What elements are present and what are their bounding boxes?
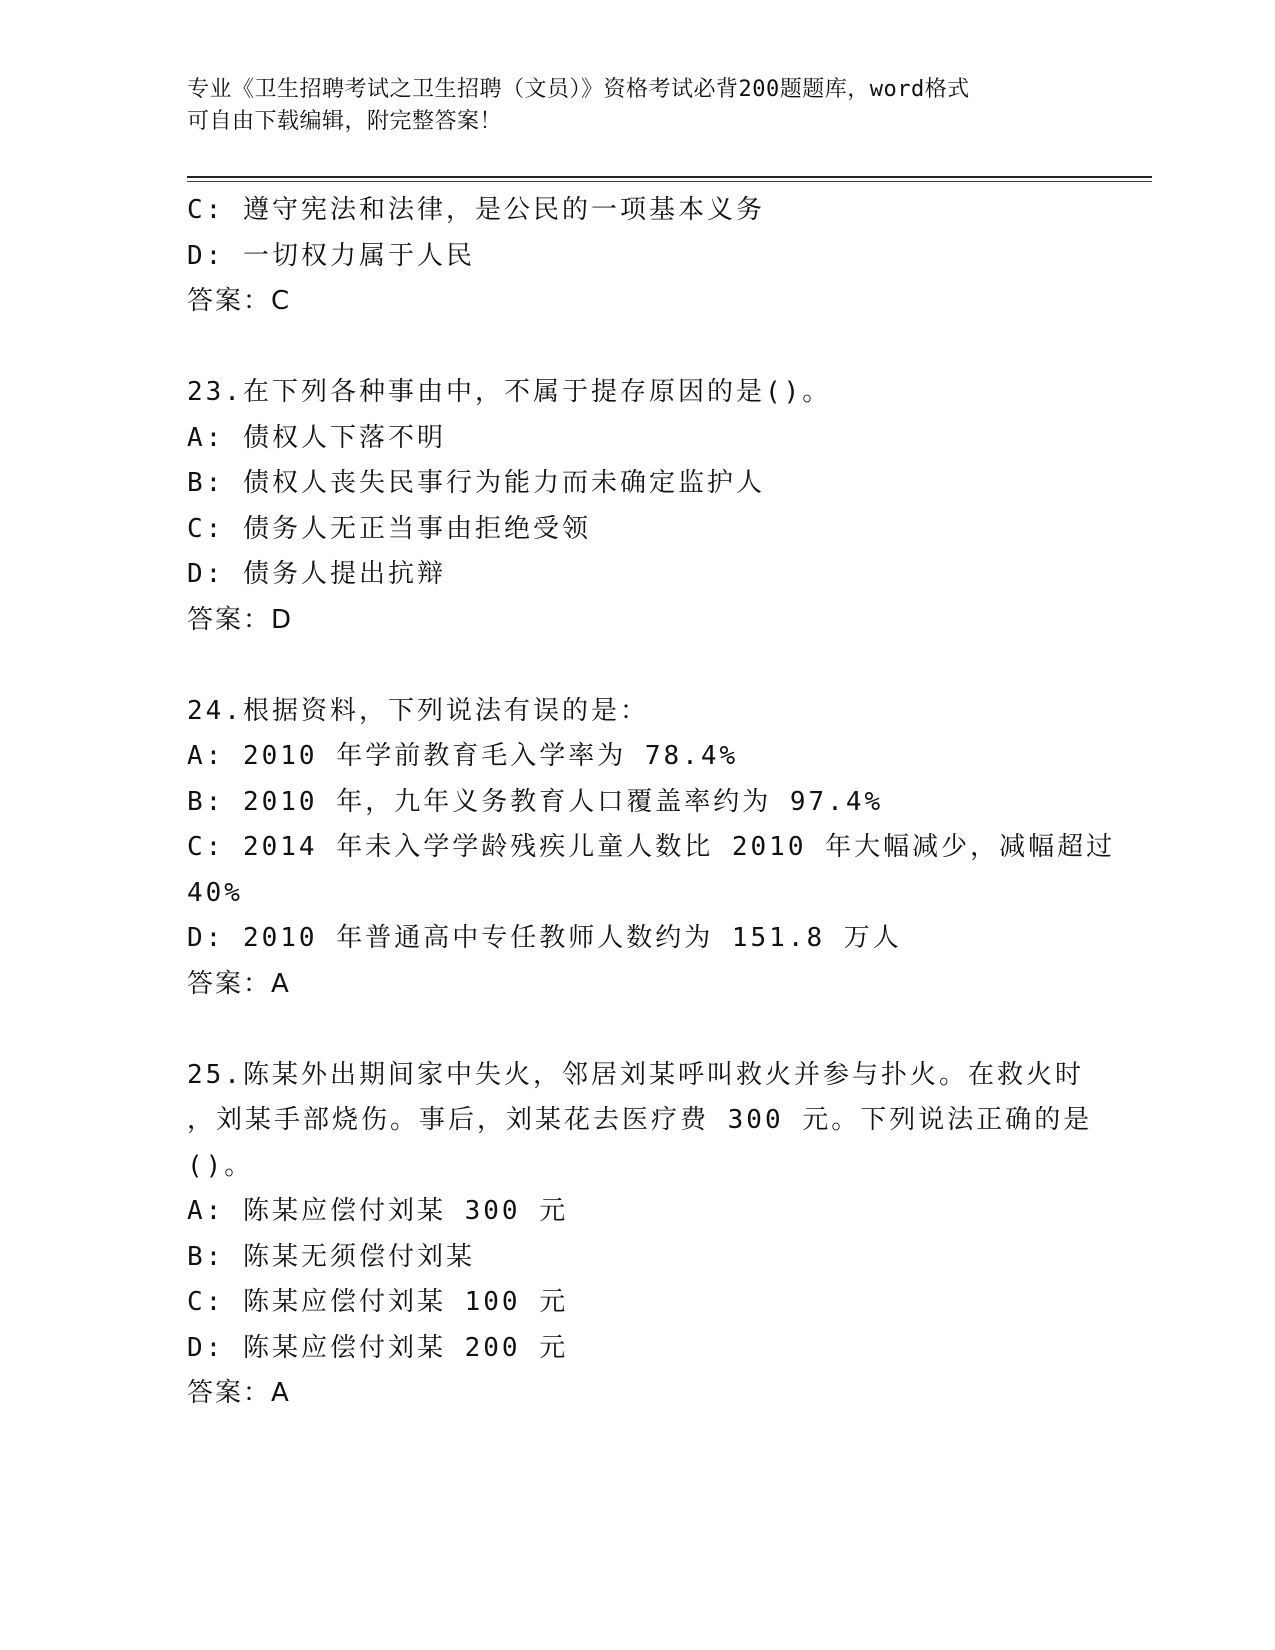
option-c: C: 2014 年未入学学龄残疾儿童人数比 2010 年大幅减少，减幅超过 (187, 832, 1116, 862)
spacer (187, 1007, 1087, 1053)
option-b: B: 陈某无须偿付刘某 (187, 1241, 475, 1272)
header-line-2: 可自由下载编辑，附完整答案！ (187, 109, 503, 134)
answer-line: 答案：C (187, 286, 292, 316)
question-text: 24.根据资料，下列说法有误的是： (187, 695, 649, 726)
option-b: B: 债权人丧失民事行为能力而未确定监护人 (187, 468, 765, 498)
option-c-continued: 40% (187, 877, 243, 908)
question-text-line-3: ()。 (187, 1150, 254, 1181)
header-line-1: 专业《卫生招聘考试之卫生招聘（文员）》资格考试必背200题题库，word格式 (187, 77, 970, 102)
document-header (187, 74, 1087, 138)
question-text-line-2: ，刘某手部烧伤。事后，刘某花去医疗费 300 元。下列说法正确的是 (187, 1105, 1093, 1135)
option-b: B: 2010 年，九年义务教育人口覆盖率约为 97.4% (187, 786, 884, 817)
option-d: D: 2010 年普通高中专任教师人数约为 151.8 万人 (187, 923, 902, 953)
question-text: 23.在下列各种事由中，不属于提存原因的是()。 (187, 377, 832, 407)
answer-line: 答案：D (187, 604, 294, 635)
header-divider-thick (187, 176, 1152, 178)
question-block-23 (187, 370, 1087, 643)
header-divider-thin (187, 181, 1152, 182)
option-c: C: 遵守宪法和法律，是公民的一项基本义务 (187, 195, 765, 225)
option-c: C: 债务人无正当事由拒绝受领 (187, 513, 591, 544)
option-a: A: 陈某应偿付刘某 300 元 (187, 1196, 569, 1226)
option-d: D: 债务人提出抗辩 (187, 559, 446, 589)
option-d: D: 一切权力属于人民 (187, 240, 475, 271)
option-a: A: 2010 年学前教育毛入学率为 78.4% (187, 741, 739, 771)
option-a: A: 债权人下落不明 (187, 422, 446, 453)
option-d: D: 陈某应偿付刘某 200 元 (187, 1332, 569, 1363)
option-c: C: 陈某应偿付刘某 100 元 (187, 1287, 569, 1317)
question-block-24 (187, 689, 1116, 1008)
spacer (187, 643, 1087, 689)
question-list (187, 188, 1116, 1417)
question-text-line-1: 25.陈某外出期间家中失火，邻居刘某呼叫救火并参与扑火。在救火时 (187, 1059, 1084, 1090)
question-block-25 (187, 1053, 1093, 1417)
question-block-partial (187, 188, 1087, 325)
answer-line: 答案：A (187, 1378, 291, 1408)
answer-line: 答案：A (187, 968, 291, 999)
spacer (187, 325, 1087, 371)
